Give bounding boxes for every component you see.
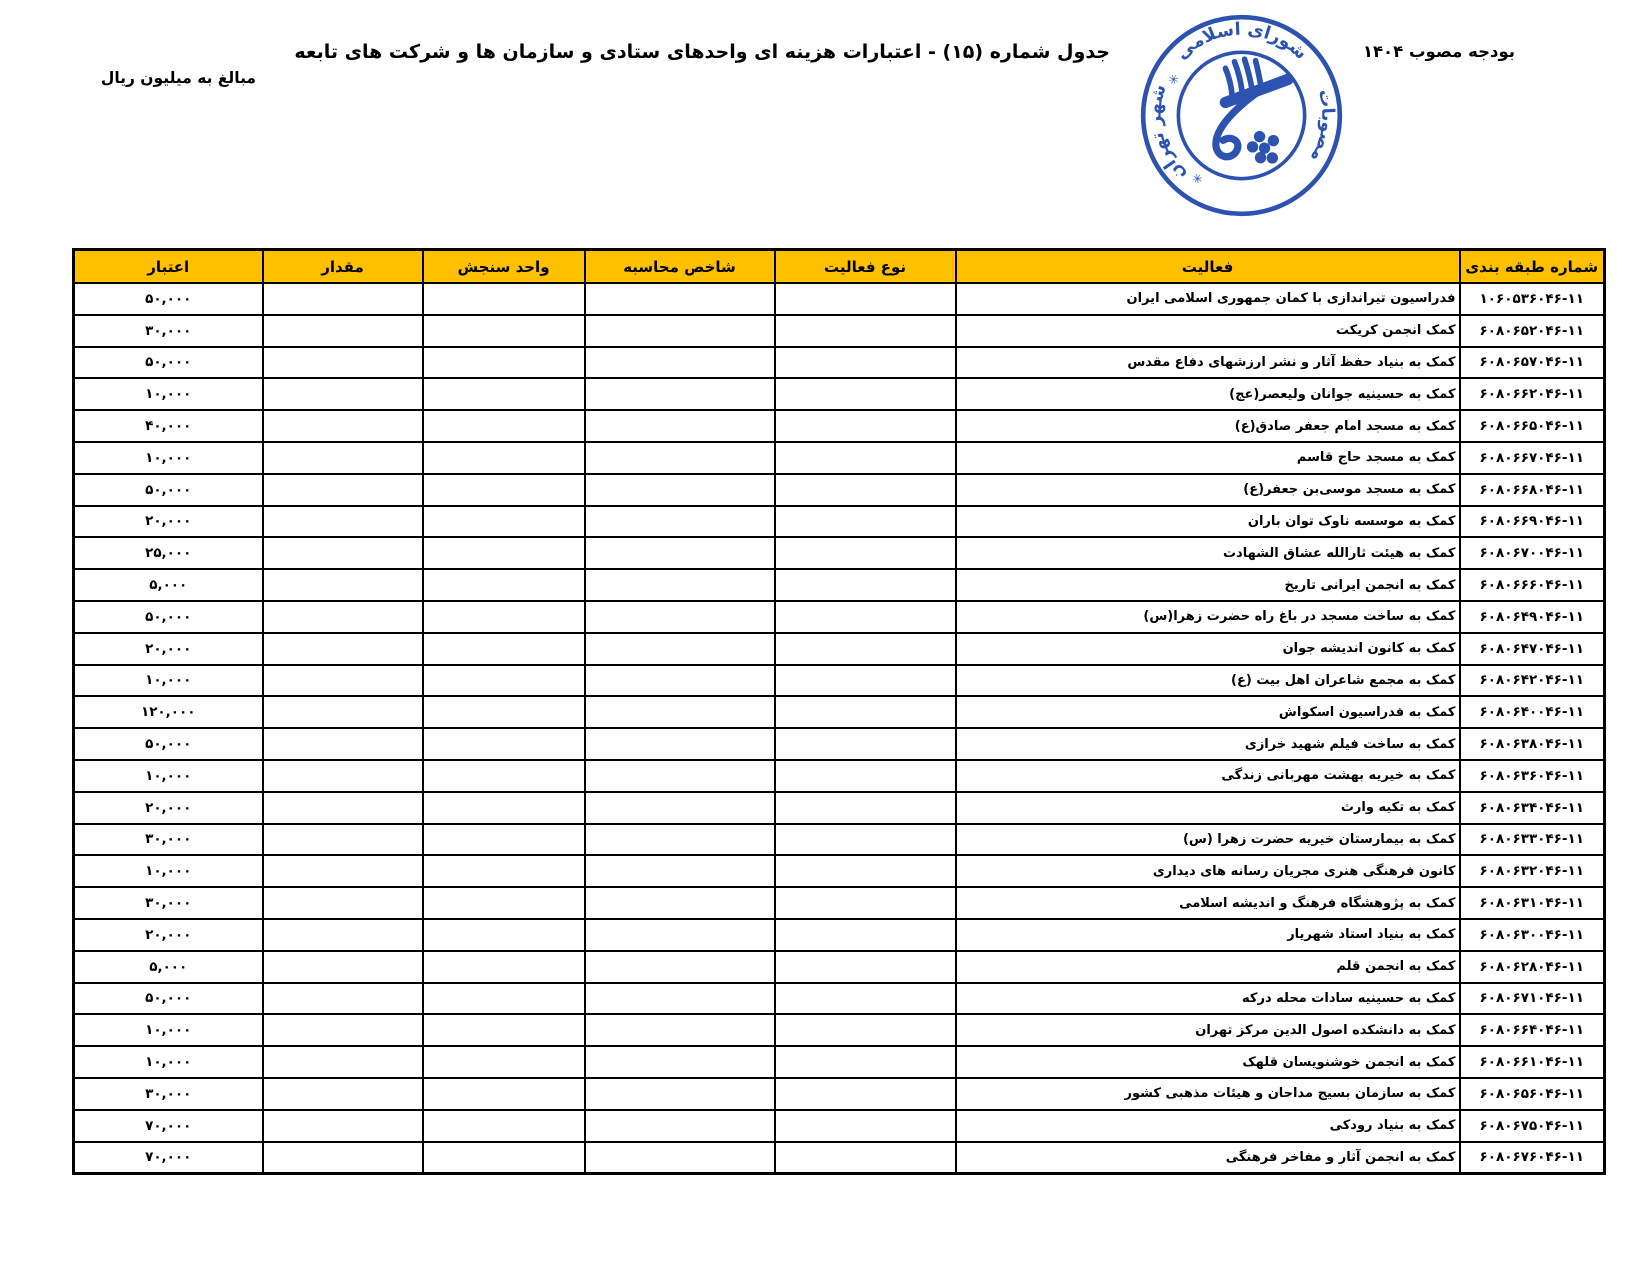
cell-amount: [263, 696, 423, 728]
cell-unit: [423, 1046, 585, 1078]
cell-unit: [423, 951, 585, 983]
cell-amount: [263, 1142, 423, 1174]
cell-credit: ۴۰,۰۰۰: [74, 410, 263, 442]
cell-classification-code: ۶۰۸۰۶۶۸۰۴۶-۱۱: [1460, 474, 1605, 506]
cell-calc-index: [585, 347, 775, 379]
cell-calc-index: [585, 378, 775, 410]
cell-activity: کمک به مسجد امام جعفر صادق(ع): [956, 410, 1460, 442]
cell-unit: [423, 887, 585, 919]
cell-classification-code: ۶۰۸۰۶۶۵۰۴۶-۱۱: [1460, 410, 1605, 442]
table-row: [74, 1110, 1605, 1142]
cell-unit: [423, 665, 585, 697]
cell-calc-index: [585, 855, 775, 887]
cell-classification-code: ۶۰۸۰۶۳۱۰۴۶-۱۱: [1460, 887, 1605, 919]
cell-classification-code: ۶۰۸۰۶۷۰۰۴۶-۱۱: [1460, 537, 1605, 569]
approved-budget-label: بودجه مصوب ۱۴۰۴: [1362, 42, 1515, 61]
cell-calc-index: [585, 1014, 775, 1046]
cell-unit: [423, 1078, 585, 1110]
table-row: [74, 919, 1605, 951]
cell-activity-type: [775, 569, 956, 601]
cell-classification-code: ۶۰۸۰۶۵۲۰۴۶-۱۱: [1460, 315, 1605, 347]
cell-credit: ۵,۰۰۰: [74, 951, 263, 983]
cell-unit: [423, 696, 585, 728]
cell-amount: [263, 378, 423, 410]
table-row: [74, 1014, 1605, 1046]
table-row: [74, 983, 1605, 1015]
cell-calc-index: [585, 696, 775, 728]
cell-activity: کمک به تکیه وارث: [956, 792, 1460, 824]
cell-activity-type: [775, 442, 956, 474]
cell-activity-type: [775, 983, 956, 1015]
table-row: [74, 1142, 1605, 1174]
cell-unit: [423, 728, 585, 760]
cell-amount: [263, 1078, 423, 1110]
cell-amount: [263, 1046, 423, 1078]
cell-activity-type: [775, 1078, 956, 1110]
cell-calc-index: [585, 824, 775, 856]
cell-credit: ۳۰,۰۰۰: [74, 315, 263, 347]
table-row: [74, 347, 1605, 379]
cell-unit: [423, 1142, 585, 1174]
cell-amount: [263, 951, 423, 983]
cell-activity-type: [775, 601, 956, 633]
cell-amount: [263, 283, 423, 315]
cell-classification-code: ۶۰۸۰۶۴۷۰۴۶-۱۱: [1460, 633, 1605, 665]
cell-classification-code: ۶۰۸۰۶۶۴۰۴۶-۱۱: [1460, 1014, 1605, 1046]
cell-unit: [423, 983, 585, 1015]
cell-unit: [423, 315, 585, 347]
cell-activity-type: [775, 665, 956, 697]
cell-amount: [263, 760, 423, 792]
table-row: [74, 378, 1605, 410]
cell-activity: کمک به انجمن آثار و مفاخر فرهنگی: [956, 1142, 1460, 1174]
cell-calc-index: [585, 569, 775, 601]
cell-unit: [423, 378, 585, 410]
cell-credit: ۳۰,۰۰۰: [74, 1078, 263, 1110]
table-row: [74, 474, 1605, 506]
table-row: [74, 951, 1605, 983]
cell-calc-index: [585, 665, 775, 697]
cell-calc-index: [585, 887, 775, 919]
cell-unit: [423, 919, 585, 951]
table-row: [74, 728, 1605, 760]
table-row: [74, 283, 1605, 315]
table-row: [74, 537, 1605, 569]
cell-credit: ۱۲۰,۰۰۰: [74, 696, 263, 728]
cell-classification-code: ۶۰۸۰۶۲۸۰۴۶-۱۱: [1460, 951, 1605, 983]
table-row: [74, 1046, 1605, 1078]
table-row: [74, 569, 1605, 601]
cell-activity-type: [775, 474, 956, 506]
cell-activity-type: [775, 919, 956, 951]
cell-calc-index: [585, 919, 775, 951]
cell-calc-index: [585, 728, 775, 760]
cell-credit: ۱۰,۰۰۰: [74, 378, 263, 410]
cell-activity-type: [775, 283, 956, 315]
cell-amount: [263, 855, 423, 887]
cell-unit: [423, 1110, 585, 1142]
cell-activity: کانون فرهنگی هنری مجریان رسانه های دیداری: [956, 855, 1460, 887]
table-row: [74, 824, 1605, 856]
cell-unit: [423, 442, 585, 474]
cell-classification-code: ۶۰۸۰۶۳۰۰۴۶-۱۱: [1460, 919, 1605, 951]
cell-activity: کمک به انجمن ایرانی تاریخ: [956, 569, 1460, 601]
col-header-classification-number: شماره طبقه بندی: [1460, 250, 1605, 284]
col-header-amount: مقدار: [263, 250, 423, 284]
cell-calc-index: [585, 951, 775, 983]
cell-calc-index: [585, 1142, 775, 1174]
cell-amount: [263, 601, 423, 633]
cell-classification-code: ۱۰۶۰۵۳۶۰۴۶-۱۱: [1460, 283, 1605, 315]
cell-credit: ۱۰,۰۰۰: [74, 442, 263, 474]
cell-credit: ۲۰,۰۰۰: [74, 919, 263, 951]
table-row: [74, 633, 1605, 665]
table-row: [74, 665, 1605, 697]
cell-classification-code: ۶۰۸۰۶۳۶۰۴۶-۱۱: [1460, 760, 1605, 792]
cell-classification-code: ۶۰۸۰۶۷۱۰۴۶-۱۱: [1460, 983, 1605, 1015]
cell-calc-index: [585, 537, 775, 569]
cell-calc-index: [585, 442, 775, 474]
cell-classification-code: ۶۰۸۰۶۶۹۰۴۶-۱۱: [1460, 506, 1605, 538]
cell-activity: فدراسیون تیراندازی با کمان جمهوری اسلامی ایران: [956, 283, 1460, 315]
cell-amount: [263, 983, 423, 1015]
cell-classification-code: ۶۰۸۰۶۴۹۰۴۶-۱۱: [1460, 601, 1605, 633]
cell-classification-code: ۶۰۸۰۶۳۲۰۴۶-۱۱: [1460, 855, 1605, 887]
cell-activity-type: [775, 315, 956, 347]
cell-activity-type: [775, 633, 956, 665]
stamp-seal-graphic: [1138, 12, 1345, 219]
cell-amount: [263, 728, 423, 760]
cell-credit: ۳۰,۰۰۰: [74, 824, 263, 856]
table-row: [74, 760, 1605, 792]
table-row: [74, 855, 1605, 887]
cell-classification-code: ۶۰۸۰۶۳۸۰۴۶-۱۱: [1460, 728, 1605, 760]
cell-amount: [263, 347, 423, 379]
table-row: [74, 792, 1605, 824]
cell-activity-type: [775, 1110, 956, 1142]
cell-activity-type: [775, 347, 956, 379]
stamp-inner-ring: [1178, 52, 1304, 178]
cell-activity: کمک به مسجد موسی‌بن جعفر(ع): [956, 474, 1460, 506]
cell-credit: ۵۰,۰۰۰: [74, 601, 263, 633]
cell-activity-type: [775, 378, 956, 410]
cell-activity-type: [775, 410, 956, 442]
cell-amount: [263, 474, 423, 506]
cell-amount: [263, 1110, 423, 1142]
cell-calc-index: [585, 315, 775, 347]
cell-credit: ۷۰,۰۰۰: [74, 1110, 263, 1142]
cell-activity: کمک به کانون اندیشه جوان: [956, 633, 1460, 665]
cell-activity: کمک به خیریه بهشت مهربانی زندگی: [956, 760, 1460, 792]
cell-credit: ۲۰,۰۰۰: [74, 506, 263, 538]
cell-calc-index: [585, 283, 775, 315]
cell-activity-type: [775, 824, 956, 856]
table-row: [74, 315, 1605, 347]
cell-activity-type: [775, 728, 956, 760]
cell-calc-index: [585, 410, 775, 442]
cell-classification-code: ۶۰۸۰۶۷۶۰۴۶-۱۱: [1460, 1142, 1605, 1174]
cell-calc-index: [585, 474, 775, 506]
cell-unit: [423, 537, 585, 569]
cell-credit: ۳۰,۰۰۰: [74, 887, 263, 919]
cell-calc-index: [585, 1110, 775, 1142]
table-row: [74, 696, 1605, 728]
cell-credit: ۲۰,۰۰۰: [74, 792, 263, 824]
table-row: [74, 410, 1605, 442]
cell-calc-index: [585, 760, 775, 792]
cell-activity-type: [775, 696, 956, 728]
cell-activity-type: [775, 506, 956, 538]
cell-classification-code: ۶۰۸۰۶۷۵۰۴۶-۱۱: [1460, 1110, 1605, 1142]
cell-activity: کمک به بنیاد استاد شهریار: [956, 919, 1460, 951]
cell-activity: کمک به هیئت ثارالله عشاق الشهادت: [956, 537, 1460, 569]
cell-amount: [263, 506, 423, 538]
cell-credit: ۱۰,۰۰۰: [74, 1046, 263, 1078]
cell-activity: کمک به فدراسیون اسکواش: [956, 696, 1460, 728]
cell-calc-index: [585, 983, 775, 1015]
cell-credit: ۵۰,۰۰۰: [74, 347, 263, 379]
cell-classification-code: ۶۰۸۰۶۶۱۰۴۶-۱۱: [1460, 1046, 1605, 1078]
budget-table: [72, 248, 1606, 1175]
cell-calc-index: [585, 506, 775, 538]
col-header-calculation-index: شاخص محاسبه: [585, 250, 775, 284]
cell-classification-code: ۶۰۸۰۶۴۲۰۴۶-۱۱: [1460, 665, 1605, 697]
cell-amount: [263, 410, 423, 442]
col-header-activity-type: نوع فعالیت: [775, 250, 956, 284]
col-header-measurement-unit: واحد سنجش: [423, 250, 585, 284]
cell-calc-index: [585, 1078, 775, 1110]
cell-activity-type: [775, 951, 956, 983]
council-stamp: [1138, 12, 1345, 219]
cell-credit: ۷۰,۰۰۰: [74, 1142, 263, 1174]
table-row: [74, 506, 1605, 538]
cell-activity: کمک به ساخت مسجد در باغ راه حضرت زهرا(س): [956, 601, 1460, 633]
table-row: [74, 442, 1605, 474]
stamp-outer-ring: [1143, 17, 1340, 214]
cell-activity: کمک به انجمن خوشنویسان قلهک: [956, 1046, 1460, 1078]
cell-classification-code: ۶۰۸۰۶۴۰۰۴۶-۱۱: [1460, 696, 1605, 728]
cell-amount: [263, 887, 423, 919]
cell-credit: ۵,۰۰۰: [74, 569, 263, 601]
cell-activity: کمک به حسینیه سادات محله درکه: [956, 983, 1460, 1015]
cell-activity: کمک به دانشکده اصول الدین مرکز تهران: [956, 1014, 1460, 1046]
table-header-row: [74, 250, 1605, 284]
cell-unit: [423, 855, 585, 887]
cell-activity-type: [775, 855, 956, 887]
cell-activity-type: [775, 887, 956, 919]
cell-unit: [423, 1014, 585, 1046]
cell-amount: [263, 537, 423, 569]
cell-unit: [423, 824, 585, 856]
cell-credit: ۵۰,۰۰۰: [74, 474, 263, 506]
cell-credit: ۲۰,۰۰۰: [74, 633, 263, 665]
cell-unit: [423, 474, 585, 506]
cell-amount: [263, 569, 423, 601]
cell-classification-code: ۶۰۸۰۶۶۷۰۴۶-۱۱: [1460, 442, 1605, 474]
cell-activity: کمک به بنیاد حفظ آثار و نشر ارزشهای دفاع مقدس: [956, 347, 1460, 379]
cell-unit: [423, 792, 585, 824]
cell-activity: کمک به حسینیه جوانان ولیعصر(عج): [956, 378, 1460, 410]
cell-activity-type: [775, 1014, 956, 1046]
cell-calc-index: [585, 792, 775, 824]
stamp-star-separator: ✳: [1188, 169, 1206, 188]
cell-activity: کمک به انجمن قلم: [956, 951, 1460, 983]
cell-activity: کمک به مسجد حاج قاسم: [956, 442, 1460, 474]
cell-activity: کمک به پژوهشگاه فرهنگ و اندیشه اسلامی: [956, 887, 1460, 919]
stamp-arc-text-right: مصوبات: [1305, 87, 1338, 166]
cell-credit: ۱۰,۰۰۰: [74, 760, 263, 792]
cell-credit: ۲۵,۰۰۰: [74, 537, 263, 569]
cell-classification-code: ۶۰۸۰۶۵۷۰۴۶-۱۱: [1460, 347, 1605, 379]
cell-amount: [263, 315, 423, 347]
cell-amount: [263, 1014, 423, 1046]
cell-unit: [423, 506, 585, 538]
cell-unit: [423, 347, 585, 379]
cell-amount: [263, 792, 423, 824]
cell-amount: [263, 633, 423, 665]
cell-credit: ۱۰,۰۰۰: [74, 665, 263, 697]
cell-calc-index: [585, 1046, 775, 1078]
col-header-credit: اعتبار: [74, 250, 263, 284]
cell-calc-index: [585, 633, 775, 665]
cell-activity: کمک به بنیاد رودکی: [956, 1110, 1460, 1142]
table-row: [74, 601, 1605, 633]
stamp-arc-text-top: شورای اسلامی: [1172, 19, 1311, 64]
cell-credit: ۵۰,۰۰۰: [74, 728, 263, 760]
cell-activity-type: [775, 792, 956, 824]
cell-activity-type: [775, 1142, 956, 1174]
amounts-unit-note: مبالغ به میلیون ریال: [100, 69, 256, 87]
col-header-activity: فعالیت: [956, 250, 1460, 284]
cell-amount: [263, 919, 423, 951]
cell-unit: [423, 601, 585, 633]
cell-unit: [423, 760, 585, 792]
table-row: [74, 887, 1605, 919]
stamp-arc-text-left: شهر تهران: [1145, 82, 1191, 185]
cell-classification-code: ۶۰۸۰۶۶۶۰۴۶-۱۱: [1460, 569, 1605, 601]
cell-activity: کمک به بیمارستان خیریه حضرت زهرا (س): [956, 824, 1460, 856]
cell-credit: ۵۰,۰۰۰: [74, 983, 263, 1015]
cell-unit: [423, 410, 585, 442]
cell-calc-index: [585, 601, 775, 633]
cell-amount: [263, 824, 423, 856]
cell-unit: [423, 569, 585, 601]
stamp-star-separator: ✳: [1164, 71, 1183, 88]
table-row: [74, 1078, 1605, 1110]
cell-classification-code: ۶۰۸۰۶۶۲۰۴۶-۱۱: [1460, 378, 1605, 410]
cell-credit: ۵۰,۰۰۰: [74, 283, 263, 315]
cell-activity: کمک به سازمان بسیج مداحان و هیئات مذهبی کشور: [956, 1078, 1460, 1110]
cell-unit: [423, 633, 585, 665]
cell-activity: کمک به ساخت فیلم شهید خرازی: [956, 728, 1460, 760]
cell-classification-code: ۶۰۸۰۶۳۴۰۴۶-۱۱: [1460, 792, 1605, 824]
cell-unit: [423, 283, 585, 315]
cell-credit: ۱۰,۰۰۰: [74, 1014, 263, 1046]
cell-activity: کمک به مجمع شاعران اهل بیت (ع): [956, 665, 1460, 697]
cell-activity-type: [775, 760, 956, 792]
cell-credit: ۱۰,۰۰۰: [74, 855, 263, 887]
page-title: جدول شماره (۱۵) - اعتبارات هزینه ای واحدهای ستادی و سازمان ها و شرکت های تابعه: [294, 41, 1110, 63]
cell-classification-code: ۶۰۸۰۶۵۶۰۴۶-۱۱: [1460, 1078, 1605, 1110]
cell-activity: کمک انجمن کریکت: [956, 315, 1460, 347]
cell-amount: [263, 442, 423, 474]
cell-amount: [263, 665, 423, 697]
cell-activity: کمک به موسسه ناوک توان باران: [956, 506, 1460, 538]
cell-activity-type: [775, 1046, 956, 1078]
cell-activity-type: [775, 537, 956, 569]
cell-classification-code: ۶۰۸۰۶۳۳۰۴۶-۱۱: [1460, 824, 1605, 856]
